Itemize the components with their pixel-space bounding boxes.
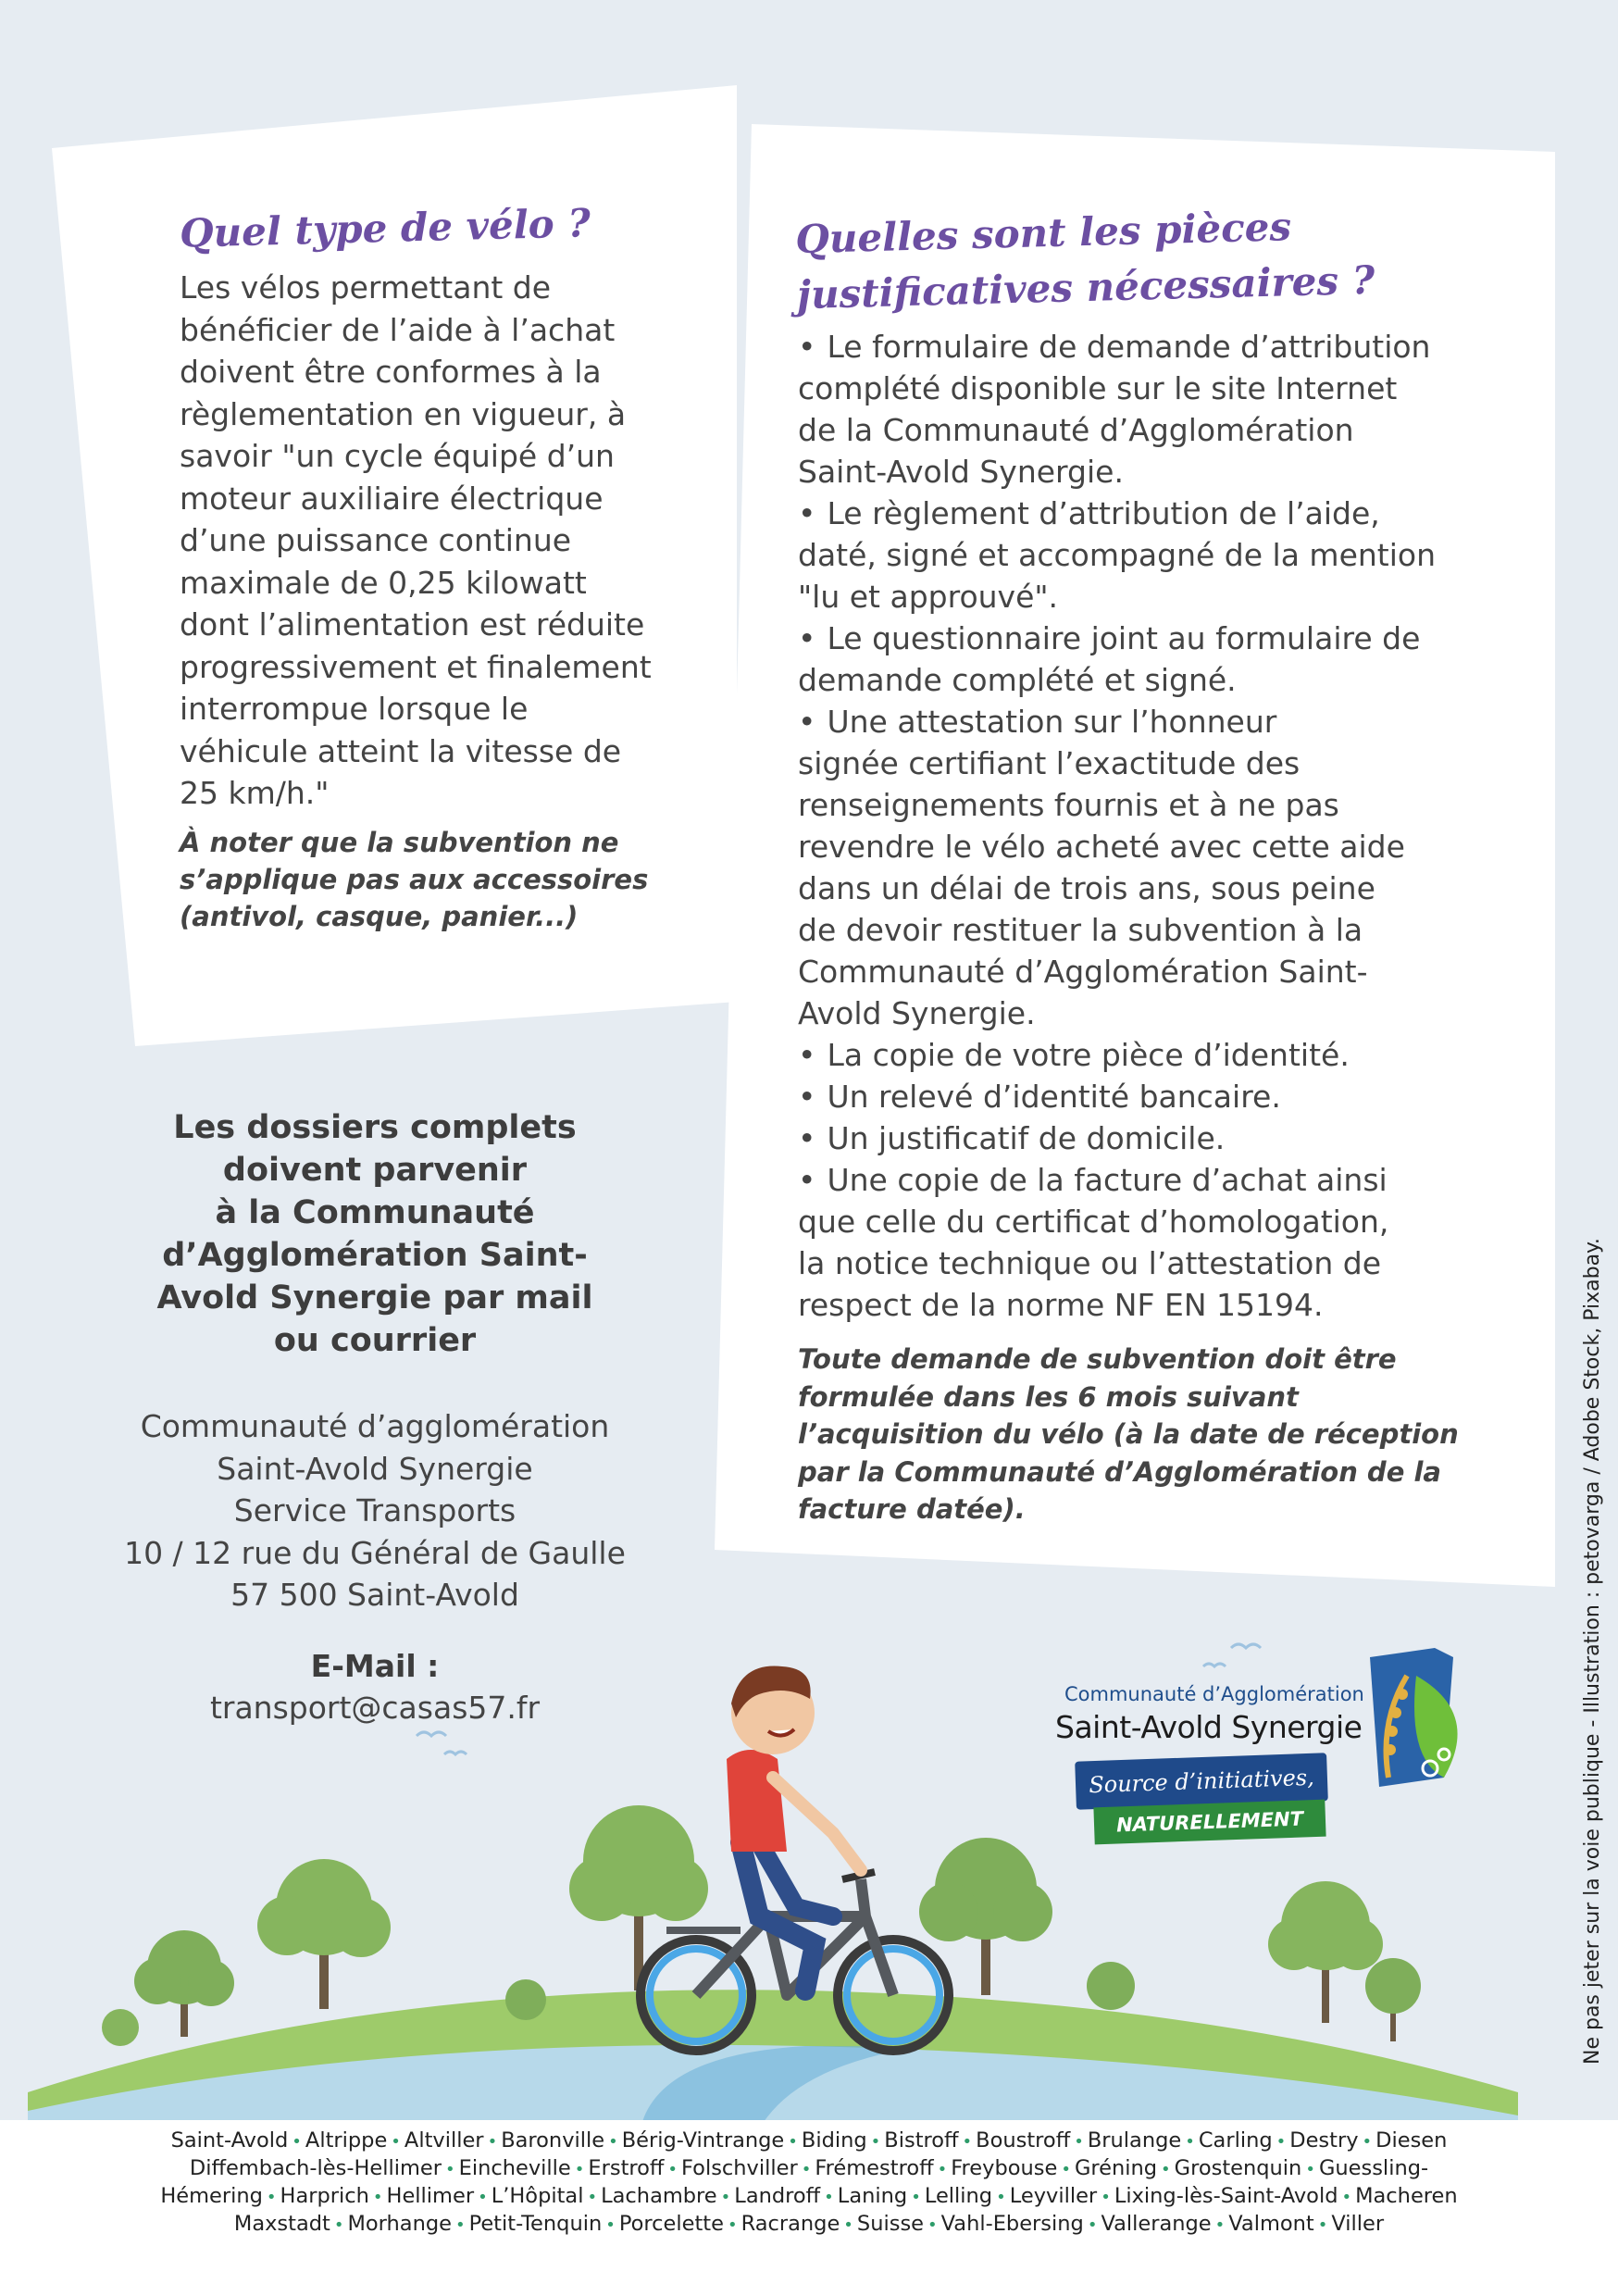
separator-dot: • bbox=[1276, 2132, 1287, 2152]
separator-dot: • bbox=[1341, 2188, 1352, 2207]
commune-name: Petit-Tenquin bbox=[468, 2212, 603, 2236]
commune-name: Vahl-Ebersing bbox=[940, 2212, 1084, 2236]
separator-dot: • bbox=[1305, 2160, 1315, 2179]
list-item: • Le règlement d’attribution de l’aide, daté, signé et accompagné de la mention "lu et approuvé". bbox=[798, 495, 1437, 615]
list-item: • La copie de votre pièce d’identité. bbox=[798, 1037, 1350, 1073]
separator-dot: • bbox=[667, 2160, 678, 2179]
legal-note: Ne pas jeter sur la voie publique - Illustration : petovarga / Adobe Stock, Pixabay. bbox=[1581, 1238, 1604, 2065]
separator-dot: • bbox=[478, 2188, 488, 2207]
commune-name: Viller bbox=[1331, 2212, 1385, 2236]
separator-dot: • bbox=[843, 2215, 853, 2235]
separator-dot: • bbox=[927, 2215, 938, 2235]
commune-name: Morhange bbox=[347, 2212, 452, 2236]
wheat-leaf-icon bbox=[1351, 1639, 1481, 1796]
commune-name: Landroff bbox=[734, 2184, 821, 2208]
communes-list bbox=[111, 2128, 1507, 2239]
commune-name: Diesen bbox=[1375, 2128, 1448, 2152]
commune-name: Racrange bbox=[741, 2212, 840, 2236]
separator-dot: • bbox=[574, 2160, 585, 2179]
accessories-note: À noter que la subvention ne s’applique pas aux accessoires (antivol, casque, panier...) bbox=[180, 827, 649, 932]
documents-list bbox=[798, 326, 1529, 1326]
commune-name: Leyviller bbox=[1009, 2184, 1098, 2208]
list-item: • Un justificatif de domicile. bbox=[798, 1120, 1226, 1156]
communes-line bbox=[111, 2155, 1507, 2183]
agglomeration-logo bbox=[1055, 1629, 1490, 1852]
list-item: • Un relevé d’identité bancaire. bbox=[798, 1079, 1281, 1115]
separator-dot: • bbox=[870, 2132, 881, 2152]
bullet: • bbox=[798, 1037, 816, 1073]
separator-dot: • bbox=[1101, 2188, 1111, 2207]
separator-dot: • bbox=[824, 2188, 834, 2207]
communes-line bbox=[111, 2183, 1507, 2211]
logo-tagline-2: NATURELLEMENT bbox=[1093, 1800, 1326, 1845]
separator-dot: • bbox=[911, 2188, 921, 2207]
bullet: • bbox=[798, 1079, 816, 1115]
separator-dot: • bbox=[333, 2215, 344, 2235]
bird-icon bbox=[444, 1752, 467, 1754]
bird-icon bbox=[417, 1732, 446, 1736]
tree bbox=[569, 1805, 708, 1990]
commune-name: Bérig-Vintrange bbox=[621, 2128, 785, 2152]
email-label: E-Mail : bbox=[310, 1648, 440, 1684]
commune-name: Erstroff bbox=[588, 2156, 665, 2180]
commune-name: Altviller bbox=[404, 2128, 484, 2152]
list-item: • Le questionnaire joint au formulaire de demande complété et signé. bbox=[798, 620, 1421, 698]
logo-tagline: Source d’initiatives, bbox=[1075, 1753, 1328, 1809]
separator-dot: • bbox=[292, 2132, 302, 2152]
separator-dot: • bbox=[608, 2132, 618, 2152]
commune-name: Altrippe bbox=[305, 2128, 388, 2152]
separator-dot: • bbox=[587, 2188, 598, 2207]
commune-name: Frémestroff bbox=[815, 2156, 934, 2180]
commune-name: Vallerange bbox=[1101, 2212, 1212, 2236]
commune-name: Baronville bbox=[501, 2128, 605, 2152]
commune-name: Bistroff bbox=[884, 2128, 959, 2152]
commune-name: Laning bbox=[837, 2184, 908, 2208]
bullet: • bbox=[798, 329, 816, 365]
separator-dot: • bbox=[962, 2132, 973, 2152]
commune-name: Valmont bbox=[1228, 2212, 1314, 2236]
separator-dot: • bbox=[1061, 2160, 1071, 2179]
bush bbox=[1087, 1962, 1135, 2010]
separator-dot: • bbox=[372, 2188, 383, 2207]
bush bbox=[505, 1979, 546, 2020]
bullet: • bbox=[798, 704, 816, 740]
bush bbox=[102, 2009, 139, 2046]
tree bbox=[257, 1859, 391, 2009]
commune-name: Eincheville bbox=[458, 2156, 571, 2180]
separator-dot: • bbox=[487, 2132, 498, 2152]
separator-dot: • bbox=[937, 2160, 948, 2179]
separator-dot: • bbox=[788, 2132, 798, 2152]
bullet: • bbox=[798, 620, 816, 656]
bike-type-body: Les vélos permettant de bénéficier de l’aide à l’achat doivent être conformes à la règlementation en vigueur, à savoir "un cycle équipé d’un moteur auxiliaire électrique d’une puissance continue maximale de 0,25 kilowatt dont l’alimentation est réduite progressivement et finalement interrompue lorsque le véhicule atteint la vitesse de 25 km/h." bbox=[180, 269, 652, 811]
documents-title: Quelles sont les pièces justificatives nécessaires ? bbox=[794, 204, 1375, 318]
submission-heading: Les dossiers complets doivent parvenir à la Communauté d’Agglomération Saint- Avold Synergie par mail ou courrier bbox=[156, 1109, 593, 1359]
bullet: • bbox=[798, 495, 816, 531]
separator-dot: • bbox=[391, 2132, 401, 2152]
separator-dot: • bbox=[1362, 2132, 1373, 2152]
separator-dot: • bbox=[605, 2215, 616, 2235]
separator-dot: • bbox=[1317, 2215, 1328, 2235]
bullet: • bbox=[798, 1120, 816, 1156]
separator-dot: • bbox=[1074, 2132, 1084, 2152]
commune-name: Biding bbox=[801, 2128, 867, 2152]
commune-name: Maxstadt bbox=[233, 2212, 330, 2236]
separator-dot: • bbox=[801, 2160, 812, 2179]
commune-name: Destry bbox=[1289, 2128, 1359, 2152]
tree bbox=[134, 1930, 234, 2037]
separator-dot: • bbox=[454, 2215, 466, 2235]
list-item: • Le formulaire de demande d’attribution complété disponible sur le site Internet de la Communauté d’Agglomération Saint-Avold Synergie. bbox=[798, 329, 1431, 490]
commune-name: Lixing-lès-Saint-Avold bbox=[1114, 2184, 1338, 2208]
separator-dot: • bbox=[1214, 2215, 1226, 2235]
logo-top-text: Communauté d’Agglomération bbox=[1064, 1683, 1364, 1705]
commune-name: Hellimer bbox=[386, 2184, 475, 2208]
logo-main-text: Saint-Avold Synergie bbox=[1055, 1709, 1363, 1745]
commune-name: Brulange bbox=[1087, 2128, 1182, 2152]
commune-name: Freybouse bbox=[951, 2156, 1058, 2180]
list-item: • Une attestation sur l’honneur signée certifiant l’exactitude des renseignements fournis et à ne pas revendre le vélo acheté avec cette aide dans un délai de trois ans, sous peine de devoir restituer la subvention à la Communauté d’Agglomération Saint- Avold Synergie. bbox=[798, 704, 1405, 1031]
list-item: • Une copie de la facture d’achat ainsi que celle du certificat d’homologation, la notice technique ou l’attestation de respect de la norme NF EN 15194. bbox=[798, 1162, 1389, 1323]
separator-dot: • bbox=[727, 2215, 738, 2235]
communes-line bbox=[111, 2211, 1507, 2239]
postal-address: Communauté d’agglomération Saint-Avold Synergie Service Transports 10 / 12 rue du Général de Gaulle 57 500 Saint-Avold bbox=[124, 1408, 626, 1613]
commune-name: Macheren bbox=[1355, 2184, 1458, 2208]
commune-name: Lelling bbox=[924, 2184, 993, 2208]
commune-name: Gréning bbox=[1074, 2156, 1158, 2180]
commune-name: Harprich bbox=[280, 2184, 369, 2208]
separator-dot: • bbox=[1185, 2132, 1195, 2152]
commune-name: Boustroff bbox=[976, 2128, 1071, 2152]
commune-name: Saint-Avold bbox=[170, 2128, 289, 2152]
separator-dot: • bbox=[996, 2188, 1006, 2207]
bullet: • bbox=[798, 1162, 816, 1198]
tree bbox=[1365, 1958, 1421, 2041]
commune-name: Porcelette bbox=[618, 2212, 724, 2236]
commune-name: L’Hôpital bbox=[491, 2184, 584, 2208]
deadline-note: Toute demande de subvention doit être formulée dans les 6 mois suivant l’acquisition du vélo (à la date de réception par la Communauté d’Agglomération de la facture datée). bbox=[798, 1343, 1459, 1525]
commune-name: Guessling- bbox=[1318, 2156, 1429, 2180]
bike-type-title: Quel type de vélo ? bbox=[179, 200, 591, 256]
commune-name: Folschviller bbox=[681, 2156, 798, 2180]
commune-name: Diffembach-lès-Hellimer bbox=[189, 2156, 442, 2180]
tree bbox=[1268, 1881, 1383, 2023]
separator-dot: • bbox=[1087, 2215, 1098, 2235]
separator-dot: • bbox=[266, 2188, 277, 2207]
commune-name: Suisse bbox=[856, 2212, 925, 2236]
commune-name: Hémering bbox=[160, 2184, 263, 2208]
communes-line bbox=[111, 2128, 1507, 2155]
commune-name: Carling bbox=[1198, 2128, 1273, 2152]
email-link[interactable]: transport@casas57.fr bbox=[209, 1690, 541, 1726]
separator-dot: • bbox=[445, 2160, 455, 2179]
commune-name: Grostenquin bbox=[1174, 2156, 1302, 2180]
separator-dot: • bbox=[1161, 2160, 1171, 2179]
commune-name: Lachambre bbox=[601, 2184, 717, 2208]
separator-dot: • bbox=[720, 2188, 731, 2207]
